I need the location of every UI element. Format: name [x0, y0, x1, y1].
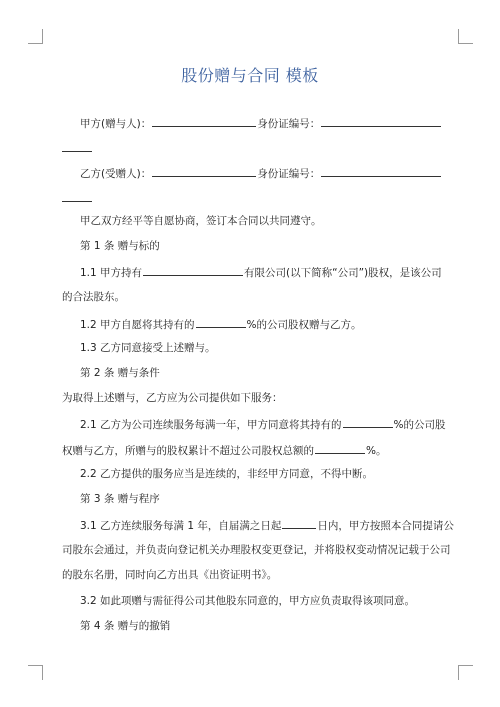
clause-1-2	[80, 316, 362, 332]
crop-mark-bottom-left	[28, 665, 43, 680]
clause-1-1-text-b: 有限公司(以下简称“公司”)股权，是该公司	[244, 267, 442, 279]
clause-2-1-text-d: %。	[366, 445, 387, 457]
clause-1-2-text-a: 1.2 甲方自愿将其持有的	[80, 319, 195, 331]
article-2-intro: 为取得上述赠与，乙方应为公司提供如下服务：	[62, 392, 283, 404]
clause-1-1-cont: 的合法股东。	[62, 291, 125, 303]
clause-1-1	[80, 264, 442, 280]
article-3-title: 第 3 条 赠与程序	[80, 493, 160, 505]
clause-2-1	[80, 416, 446, 432]
intro-text: 甲乙双方经平等自愿协商，签订本合同以共同遵守。	[80, 215, 322, 227]
clause-3-2: 3.2 如此项赠与需征得公司其他股东同意的，甲方应负责取得该项同意。	[80, 595, 416, 607]
clause-3-1-cont-2: 的股东名册，同时向乙方出具《出资证明书》。	[62, 569, 278, 581]
clause-2-1-cont	[62, 442, 386, 458]
clause-1-1-text-a: 1.1 甲方持有	[80, 267, 143, 279]
share-percent-blank[interactable]	[196, 316, 246, 328]
party-a-name-blank[interactable]	[152, 115, 256, 127]
clause-2-1-text-b: %的公司股	[393, 419, 446, 431]
clause-1-3: 1.3 乙方同意接受上述赠与。	[80, 342, 216, 354]
article-4-title: 第 4 条 赠与的撤销	[80, 620, 171, 632]
clause-3-1-cont-1: 司股东会通过，并负责向登记机关办理股权变更登记，并将股权变动情况记载于公司	[62, 544, 451, 556]
article-2-title: 第 2 条 赠与条件	[80, 367, 160, 379]
party-a-label: 甲方(赠与人)：	[80, 118, 152, 130]
party-a-id-blank[interactable]	[321, 115, 441, 127]
party-b-id-blank[interactable]	[321, 165, 441, 177]
page-title: 股份赠与合同 模板	[181, 66, 319, 85]
party-b-name-blank[interactable]	[152, 165, 256, 177]
party-a-id-label: 身份证编号：	[257, 118, 321, 130]
clause-2-1-text-a: 2.1 乙方为公司连续服务每满一年，甲方同意将其持有的	[80, 419, 342, 431]
clause-2-1-text-c: 权赠与乙方，所赠与的股权累计不超过公司股权总额的	[62, 445, 314, 457]
total-percent-blank[interactable]	[315, 442, 365, 454]
clause-3-1	[80, 517, 454, 533]
article-1-title: 第 1 条 赠与标的	[80, 240, 160, 252]
clause-3-1-text-b: 日内，甲方按照本合同提请公	[317, 520, 454, 532]
party-a-line	[80, 115, 442, 131]
party-a-id-blank-continued[interactable]	[62, 151, 92, 152]
party-b-line	[80, 165, 442, 181]
crop-mark-top-left	[28, 29, 43, 44]
company-name-blank[interactable]	[143, 264, 243, 276]
days-blank[interactable]	[282, 517, 316, 529]
party-b-id-blank-continued[interactable]	[62, 201, 92, 202]
crop-mark-bottom-right	[458, 665, 473, 680]
clause-1-2-text-b: %的公司股权赠与乙方。	[246, 319, 362, 331]
party-b-label: 乙方(受赠人)：	[80, 168, 152, 180]
clause-2-2: 2.2 乙方提供的服务应当是连续的，非经甲方同意，不得中断。	[80, 468, 374, 480]
party-b-id-label: 身份证编号：	[257, 168, 321, 180]
crop-mark-top-right	[458, 29, 473, 44]
clause-3-1-text-a: 3.1 乙方连续服务每满 1 年，自届满之日起	[80, 520, 282, 532]
annual-percent-blank[interactable]	[343, 416, 393, 428]
